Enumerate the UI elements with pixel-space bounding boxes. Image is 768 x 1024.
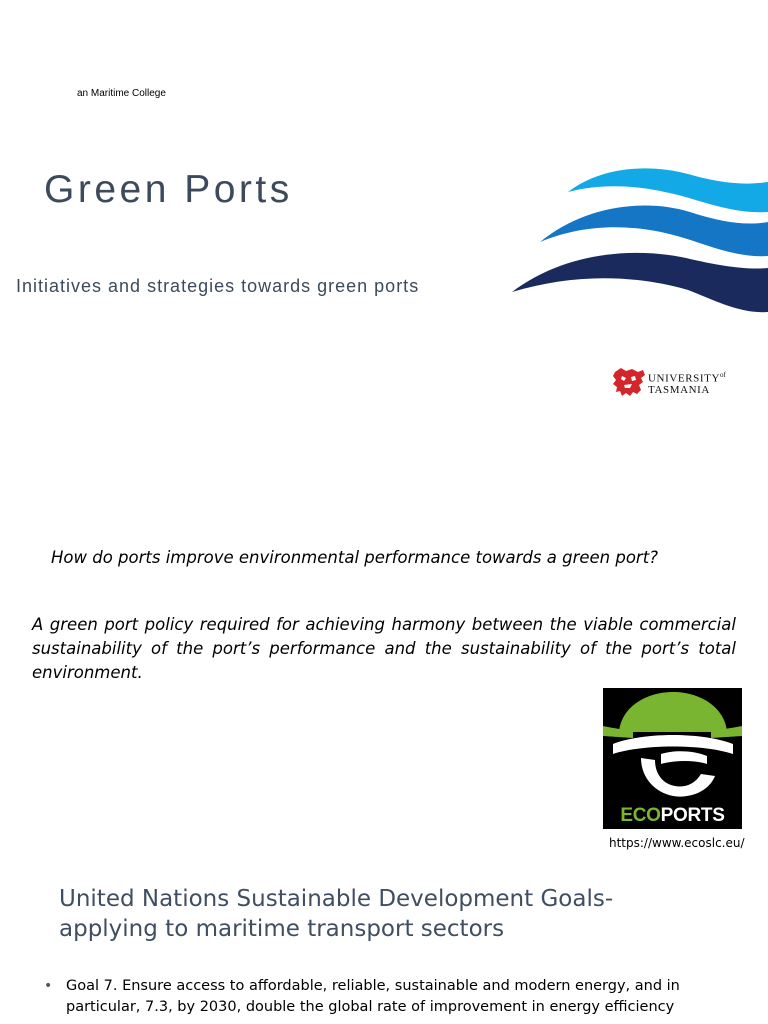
sdg-title: United Nations Sustainable Development Goals-applying to maritime transport sectors xyxy=(59,886,614,942)
goal-list xyxy=(44,976,744,1018)
list-item xyxy=(44,976,744,1018)
goal-text: Goal 7. Ensure access to affordable, reliable, sustainable and modern energy, and in particular, 7.3, by 2030, double the global rate of improvement in energy efficiency xyxy=(66,978,680,1015)
page-title: Green Ports xyxy=(44,168,293,211)
ecoports-logo xyxy=(603,688,742,829)
waves-logo-icon xyxy=(510,160,768,320)
bullet-icon: • xyxy=(44,978,53,994)
question-text: How do ports improve environmental performance towards a green port? xyxy=(51,548,658,567)
university-line-1: UNIVERSITY xyxy=(648,372,720,385)
ecoports-wordmark xyxy=(603,805,742,827)
wave-middle-icon xyxy=(540,205,768,256)
university-name xyxy=(648,370,726,396)
sdg-slide xyxy=(0,872,768,1024)
page-subtitle: Initiatives and strategies towards green ports xyxy=(16,276,420,296)
ecoports-url[interactable]: https://www.ecoslc.eu/ xyxy=(609,836,745,850)
ecoports-emblem-icon xyxy=(603,688,742,806)
ecoports-ports-text: PORTS xyxy=(660,805,725,826)
college-name: an Maritime College xyxy=(77,88,166,99)
policy-paragraph: A green port policy required for achieving harmony between the viable commercial sustainability of the port’s performance and the sustainability of the port’s total environment. xyxy=(32,615,736,682)
ecoports-eco-text: ECO xyxy=(620,805,661,826)
wave-top-icon xyxy=(568,168,768,212)
wave-bottom-icon xyxy=(512,253,768,312)
tasmanian-lion-icon xyxy=(612,366,646,398)
university-line-2: TASMANIA xyxy=(648,383,710,396)
green-port-slide xyxy=(0,512,768,872)
university-logo xyxy=(612,366,732,400)
university-of: of xyxy=(720,371,726,379)
